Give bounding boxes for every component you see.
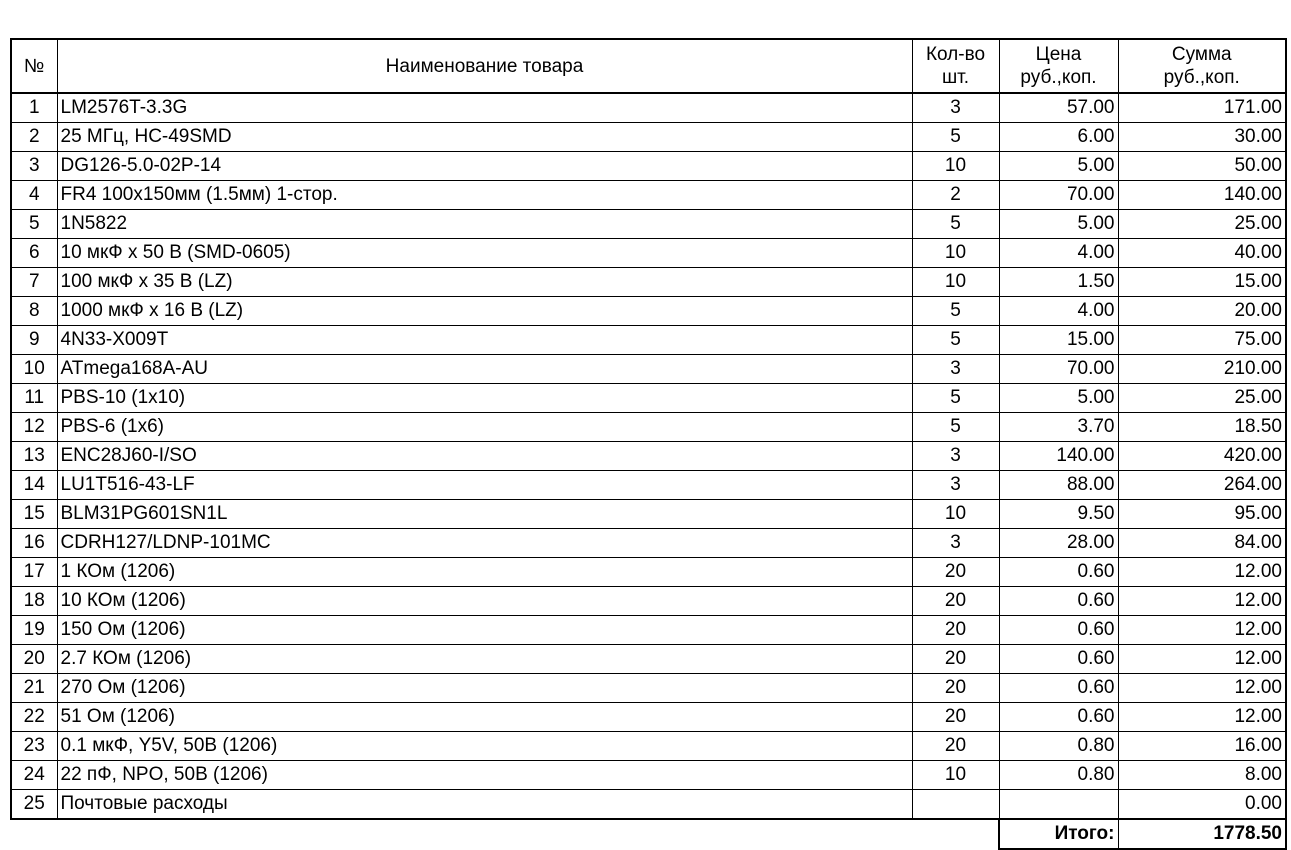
product-name: 10 КОм (1206) [57,587,912,616]
line-sum: 30.00 [1118,123,1286,152]
row-number: 2 [11,123,57,152]
line-sum: 12.00 [1118,558,1286,587]
product-name: 0.1 мкФ, Y5V, 50В (1206) [57,732,912,761]
unit-price: 0.60 [999,558,1118,587]
quantity: 20 [912,587,999,616]
line-sum: 140.00 [1118,181,1286,210]
row-number: 20 [11,645,57,674]
unit-price: 1.50 [999,268,1118,297]
line-sum: 25.00 [1118,210,1286,239]
unit-price: 3.70 [999,413,1118,442]
row-number: 8 [11,297,57,326]
table-row [11,297,1286,326]
product-name: CDRH127/LDNP-101MC [57,529,912,558]
header-price [999,39,1118,93]
unit-price: 70.00 [999,181,1118,210]
quantity: 3 [912,355,999,384]
quantity: 20 [912,674,999,703]
line-sum: 0.00 [1118,790,1286,820]
product-name: 10 мкФ x 50 В (SMD-0605) [57,239,912,268]
line-sum: 264.00 [1118,471,1286,500]
unit-price: 5.00 [999,384,1118,413]
table-row [11,384,1286,413]
unit-price: 5.00 [999,210,1118,239]
line-sum: 12.00 [1118,703,1286,732]
line-sum: 12.00 [1118,645,1286,674]
header-quantity-line1: Кол-во [925,44,986,65]
product-name: 22 пФ, NPO, 50В (1206) [57,761,912,790]
product-name: 1000 мкФ x 16 В (LZ) [57,297,912,326]
total-value: 1778.50 [1118,819,1286,849]
quantity [912,790,999,820]
product-name: 1 КОм (1206) [57,558,912,587]
quantity: 20 [912,645,999,674]
row-number: 7 [11,268,57,297]
product-name: 100 мкФ x 35 В (LZ) [57,268,912,297]
line-sum: 12.00 [1118,674,1286,703]
quantity: 5 [912,210,999,239]
row-number: 4 [11,181,57,210]
product-name: FR4 100x150мм (1.5мм) 1-стор. [57,181,912,210]
unit-price: 0.60 [999,645,1118,674]
product-name: 150 Ом (1206) [57,616,912,645]
unit-price: 0.60 [999,674,1118,703]
unit-price: 5.00 [999,152,1118,181]
header-number: № [11,39,57,93]
quantity: 10 [912,761,999,790]
table-row [11,93,1286,123]
product-name: 25 МГц, HC-49SMD [57,123,912,152]
row-number: 1 [11,93,57,123]
product-name: BLM31PG601SN1L [57,500,912,529]
quantity: 5 [912,413,999,442]
table-row [11,616,1286,645]
product-name: ATmega168A-AU [57,355,912,384]
line-sum: 50.00 [1118,152,1286,181]
line-sum: 210.00 [1118,355,1286,384]
line-sum: 40.00 [1118,239,1286,268]
quantity: 3 [912,529,999,558]
unit-price: 4.00 [999,239,1118,268]
table-row [11,123,1286,152]
row-number: 3 [11,152,57,181]
line-sum: 171.00 [1118,93,1286,123]
row-number: 15 [11,500,57,529]
row-number: 25 [11,790,57,820]
row-number: 22 [11,703,57,732]
quantity: 5 [912,123,999,152]
row-number: 23 [11,732,57,761]
header-quantity [912,39,999,93]
table-row [11,471,1286,500]
line-sum: 75.00 [1118,326,1286,355]
row-number: 21 [11,674,57,703]
unit-price: 15.00 [999,326,1118,355]
quantity: 20 [912,703,999,732]
row-number: 6 [11,239,57,268]
quantity: 10 [912,500,999,529]
row-number: 5 [11,210,57,239]
row-number: 10 [11,355,57,384]
line-sum: 420.00 [1118,442,1286,471]
product-name: PBS-6 (1x6) [57,413,912,442]
quantity: 5 [912,384,999,413]
line-sum: 18.50 [1118,413,1286,442]
unit-price: 0.80 [999,761,1118,790]
quantity: 5 [912,297,999,326]
header-sum-line2: руб.,коп. [1163,67,1240,88]
total-label: Итого: [999,819,1118,849]
line-sum: 15.00 [1118,268,1286,297]
row-number: 17 [11,558,57,587]
unit-price: 140.00 [999,442,1118,471]
row-number: 13 [11,442,57,471]
table-row [11,529,1286,558]
line-sum: 20.00 [1118,297,1286,326]
line-sum: 95.00 [1118,500,1286,529]
table-row [11,210,1286,239]
invoice-table [10,38,1287,850]
table-row [11,152,1286,181]
total-row [11,819,1286,849]
product-name: Почтовые расходы [57,790,912,820]
header-sum [1118,39,1286,93]
line-sum: 84.00 [1118,529,1286,558]
header-sum-line1: Сумма [1171,44,1232,65]
quantity: 5 [912,326,999,355]
row-number: 18 [11,587,57,616]
quantity: 3 [912,471,999,500]
unit-price: 70.00 [999,355,1118,384]
table-row [11,645,1286,674]
quantity: 20 [912,558,999,587]
table-row [11,500,1286,529]
unit-price [999,790,1118,820]
line-sum: 8.00 [1118,761,1286,790]
unit-price: 28.00 [999,529,1118,558]
unit-price: 57.00 [999,93,1118,123]
product-name: 2.7 КОм (1206) [57,645,912,674]
product-name: DG126-5.0-02P-14 [57,152,912,181]
table-row [11,732,1286,761]
row-number: 11 [11,384,57,413]
table-row [11,326,1286,355]
row-number: 24 [11,761,57,790]
product-name: ENC28J60-I/SO [57,442,912,471]
product-name: 270 Ом (1206) [57,674,912,703]
quantity: 20 [912,616,999,645]
row-number: 12 [11,413,57,442]
quantity: 3 [912,442,999,471]
unit-price: 9.50 [999,500,1118,529]
quantity: 10 [912,268,999,297]
product-name: 51 Ом (1206) [57,703,912,732]
unit-price: 0.60 [999,616,1118,645]
header-price-line1: Цена [1035,44,1082,65]
row-number: 9 [11,326,57,355]
quantity: 10 [912,239,999,268]
header-quantity-line2: шт. [941,67,970,88]
quantity: 10 [912,152,999,181]
table-row [11,790,1286,820]
product-name: LM2576T-3.3G [57,93,912,123]
unit-price: 0.60 [999,703,1118,732]
table-row [11,355,1286,384]
line-sum: 16.00 [1118,732,1286,761]
unit-price: 4.00 [999,297,1118,326]
row-number: 19 [11,616,57,645]
product-name: PBS-10 (1x10) [57,384,912,413]
quantity: 20 [912,732,999,761]
header-product-name: Наименование товара [57,39,912,93]
row-number: 14 [11,471,57,500]
table-row [11,268,1286,297]
table-row [11,674,1286,703]
table-row [11,239,1286,268]
table-row [11,181,1286,210]
product-name: 1N5822 [57,210,912,239]
unit-price: 88.00 [999,471,1118,500]
unit-price: 0.60 [999,587,1118,616]
line-sum: 12.00 [1118,587,1286,616]
table-row [11,442,1286,471]
quantity: 3 [912,93,999,123]
unit-price: 0.80 [999,732,1118,761]
line-sum: 25.00 [1118,384,1286,413]
header-row [11,39,1286,93]
table-body [11,93,1286,819]
table-row [11,558,1286,587]
quantity: 2 [912,181,999,210]
header-price-line2: руб.,коп. [1020,67,1097,88]
table-row [11,703,1286,732]
table-row [11,413,1286,442]
line-sum: 12.00 [1118,616,1286,645]
product-name: 4N33-X009T [57,326,912,355]
table-row [11,761,1286,790]
row-number: 16 [11,529,57,558]
unit-price: 6.00 [999,123,1118,152]
table-row [11,587,1286,616]
product-name: LU1T516-43-LF [57,471,912,500]
